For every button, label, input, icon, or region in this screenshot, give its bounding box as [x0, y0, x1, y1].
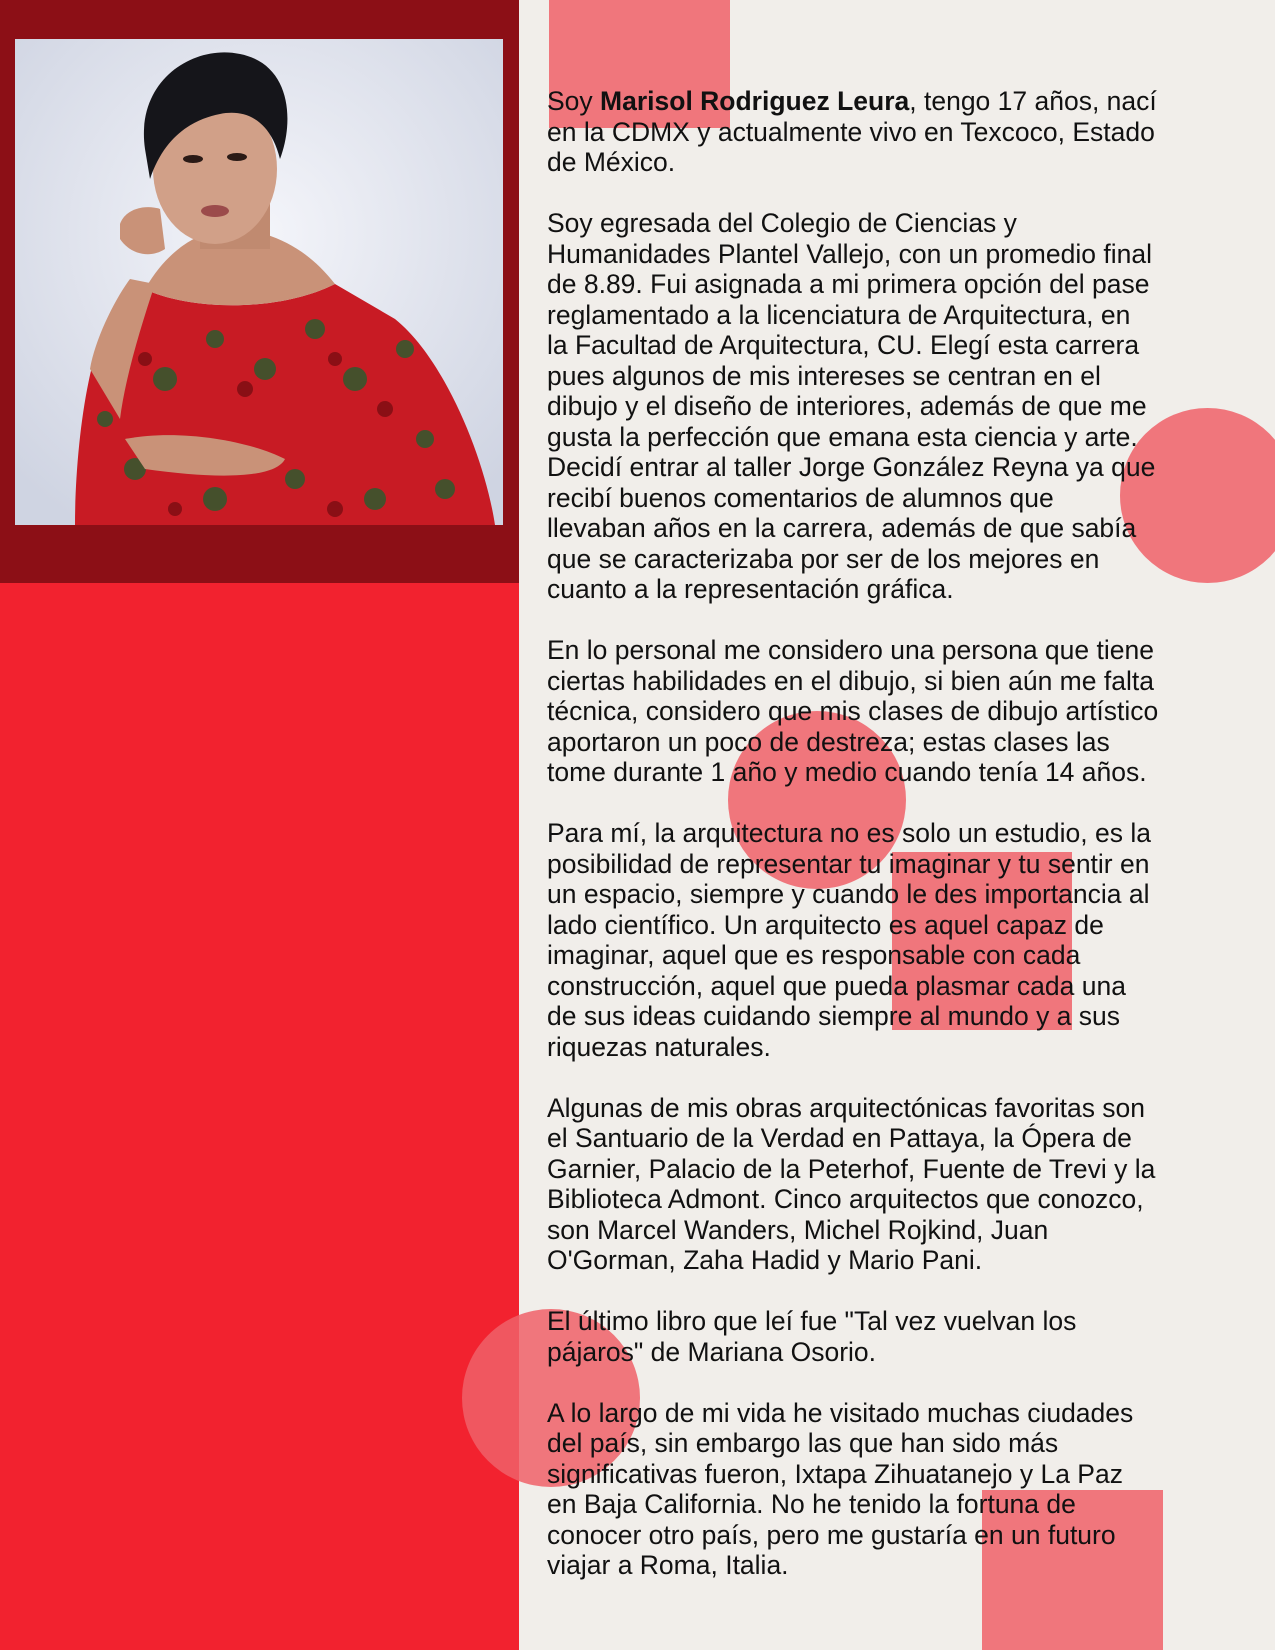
paragraph-personal: En lo personal me considero una persona que tiene ciertas habilidades en el dibujo, si bien aún me falta técnica, considero que mis clases de dibujo artístico aportaron un poco de destreza; estas clases las tome durante 1 año y medio cuando tenía 14 años.: [547, 635, 1159, 787]
author-name: Marisol Rodriguez Leura: [600, 86, 910, 116]
intro-prefix: Soy: [547, 86, 601, 116]
photo-frame: [0, 0, 519, 583]
biography-text: [547, 86, 1247, 1611]
intro-suffix: , tengo 17 años, nací en la CDMX y actualmente vivo en Texcoco, Estado de México.: [547, 86, 1157, 177]
portrait-photo: [15, 39, 503, 525]
paragraph-travel: A lo largo de mi vida he visitado muchas ciudades del país, sin embargo las que han sido más significativas fueron, Ixtapa Zihuatanejo y La Paz en Baja California. No he tenido la fortuna de conocer otro país, pero me gustaría en un futuro viajar a Roma, Italia.: [547, 1397, 1134, 1580]
intro-paragraph: [547, 86, 1247, 178]
paragraph-architecture: Para mí, la arquitectura no es solo un estudio, es la posibilidad de representar tu imaginar y tu sentir en un espacio, siempre y cuando le des importancia al lado científico. Un arquitecto es aquel capaz de imaginar, aquel que es responsable con cada construcción, aquel que pueda plasmar cada una de sus ideas cuidando siempre al mundo y a sus riquezas naturales.: [547, 818, 1151, 1062]
paragraph-favorite-works: Algunas de mis obras arquitectónicas favoritas son el Santuario de la Verdad en Pattaya, la Ópera de Garnier, Palacio de la Peterhof, Fuente de Trevi y la Biblioteca Admont. Cinco arquitectos que conozco, son Marcel Wanders, Michel Rojkind, Juan O'Gorman, Zaha Hadid y Mario Pani.: [547, 1092, 1156, 1275]
paragraph-book: El último libro que leí fue "Tal vez vuelvan los pájaros" de Mariana Osorio.: [547, 1306, 1077, 1367]
paragraph-education: Soy egresada del Colegio de Ciencias y Humanidades Plantel Vallejo, con un promedio final de 8.89. Fui asignada a mi primera opción del pase reglamentado a la licenciatura de Arquitectura, en la Facultad de Arquitectura, CU. Elegí esta carrera pues algunos de mis intereses se centran en el dibujo y el diseño de interiores, además de que me gusta la perfección que emana esta ciencia y arte. Decidí entrar al taller Jorge González Reyna ya que recibí buenos comentarios de alumnos que llevaban años en la carrera, además de que sabía que se caracterizaba por ser de los mejores en cuanto a la representación gráfica.: [547, 208, 1156, 604]
